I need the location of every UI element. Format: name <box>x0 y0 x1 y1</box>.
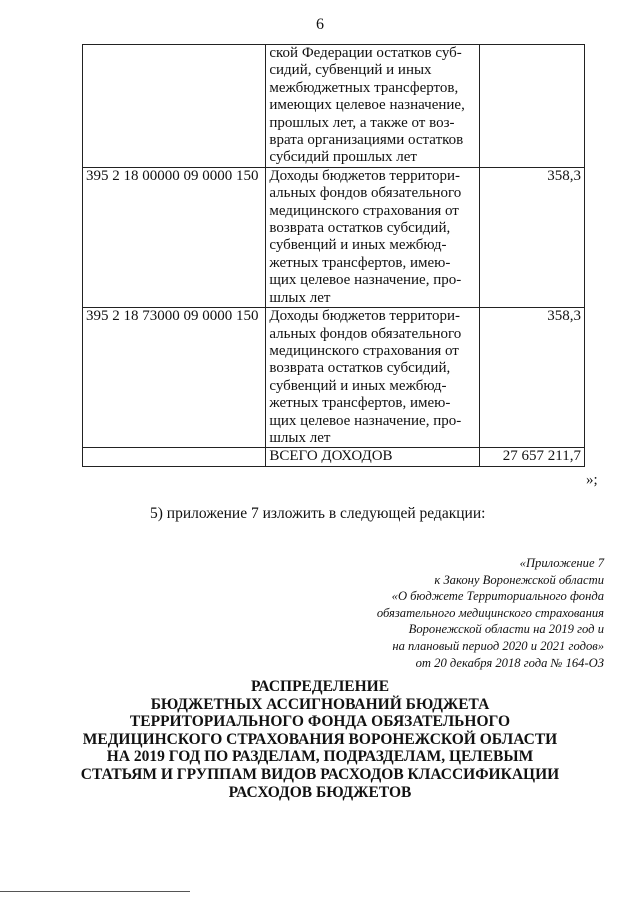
title-line: МЕДИЦИНСКОГО СТРАХОВАНИЯ ВОРОНЕЖСКОЙ ОБЛАСТИ <box>82 730 558 748</box>
title-line: НА 2019 ГОД ПО РАЗДЕЛАМ, ПОДРАЗДЕЛАМ, ЦЕЛЕВЫМ <box>106 748 534 766</box>
income-name-line: Доходы бюджетов территори- <box>269 167 461 184</box>
document-title <box>80 678 560 801</box>
footer-divider <box>0 891 190 892</box>
budget-code-cell: 395 2 18 00000 09 0000 150 <box>83 167 266 307</box>
income-name-line: жетных трансфертов, имею- <box>269 254 451 271</box>
income-name-line: субвенций и иных межбюд- <box>269 237 447 254</box>
title-line: ТЕРРИТОРИАЛЬНОГО ФОНДА ОБЯЗАТЕЛЬНОГО <box>129 713 511 731</box>
appendix-line: от 20 декабря 2018 года № 164-ОЗ <box>415 655 604 670</box>
appendix-line: Воронежской области на 2019 год и <box>408 622 604 637</box>
appendix-line: обязательного медицинского страхования <box>376 605 604 620</box>
total-row <box>83 448 585 467</box>
budget-code-cell: 395 2 18 73000 09 0000 150 <box>83 308 266 448</box>
appendix-line: на плановый период 2020 и 2021 годов» <box>392 638 604 653</box>
income-name-line: сидий, субвенций и иных <box>269 62 432 79</box>
income-name-line: возврата остатков субсидий, <box>269 220 451 237</box>
income-name-line: медицинского страхования от <box>269 202 459 219</box>
appendix-reference <box>284 555 604 671</box>
amount-cell: 358,3 <box>479 167 584 307</box>
income-name-line: имеющих целевое назначение, <box>269 97 465 114</box>
table-row <box>83 308 585 448</box>
total-amount: 27 657 211,7 <box>479 448 584 467</box>
table-row <box>83 45 585 168</box>
title-line: БЮДЖЕТНЫХ АССИГНОВАНИЙ БЮДЖЕТА <box>150 695 490 713</box>
total-code-cell <box>83 448 266 467</box>
appendix-line: «Приложение 7 <box>519 556 604 570</box>
table-row <box>83 167 585 307</box>
budget-code-cell <box>83 45 266 168</box>
income-name-cell <box>266 308 479 448</box>
income-name-line: прошлых лет, а также от воз- <box>269 114 455 131</box>
total-label: ВСЕГО ДОХОДОВ <box>266 448 479 467</box>
appendix-line: к Закону Воронежской области <box>434 572 604 587</box>
income-name-line: Доходы бюджетов территори- <box>269 308 461 325</box>
title-line: СТАТЬЯМ И ГРУППАМ ВИДОВ РАСХОДОВ КЛАССИФИКАЦИИ <box>80 765 560 783</box>
income-name-line: щих целевое назначение, про- <box>269 272 462 289</box>
income-name-cell <box>266 167 479 307</box>
income-name-line: щих целевое назначение, про- <box>269 412 462 429</box>
amount-cell <box>479 45 584 168</box>
income-name-line: ской Федерации остатков суб- <box>269 45 462 61</box>
income-name-line: врата организациями остатков <box>269 132 464 149</box>
title-line: РАСХОДОВ БЮДЖЕТОВ <box>228 783 412 801</box>
page-number: 6 <box>316 16 324 33</box>
income-name-line: жетных трансфертов, имею- <box>269 395 451 412</box>
income-table <box>82 44 585 467</box>
income-name-line: шлых лет <box>269 429 331 446</box>
income-name-line: субсидий прошлых лет <box>269 149 417 166</box>
income-name-line: альных фондов обязательного <box>269 185 462 202</box>
amount-cell: 358,3 <box>479 308 584 448</box>
appendix-line: «О бюджете Территориального фонда <box>391 589 604 604</box>
title-line: РАСПРЕДЕЛЕНИЕ <box>250 678 390 695</box>
income-name-line: возврата остатков субсидий, <box>269 360 451 377</box>
income-name-line: шлых лет <box>269 289 331 306</box>
income-name-line: альных фондов обязательного <box>269 325 462 342</box>
amendment-paragraph: 5) приложение 7 изложить в следующей редакции: <box>150 505 486 522</box>
income-name-line: межбюджетных трансфертов, <box>269 79 459 96</box>
income-name-cell <box>266 45 479 168</box>
closing-quote: »; <box>586 472 598 488</box>
income-name-line: субвенций и иных межбюд- <box>269 377 447 394</box>
income-name-line: медицинского страхования от <box>269 342 459 359</box>
